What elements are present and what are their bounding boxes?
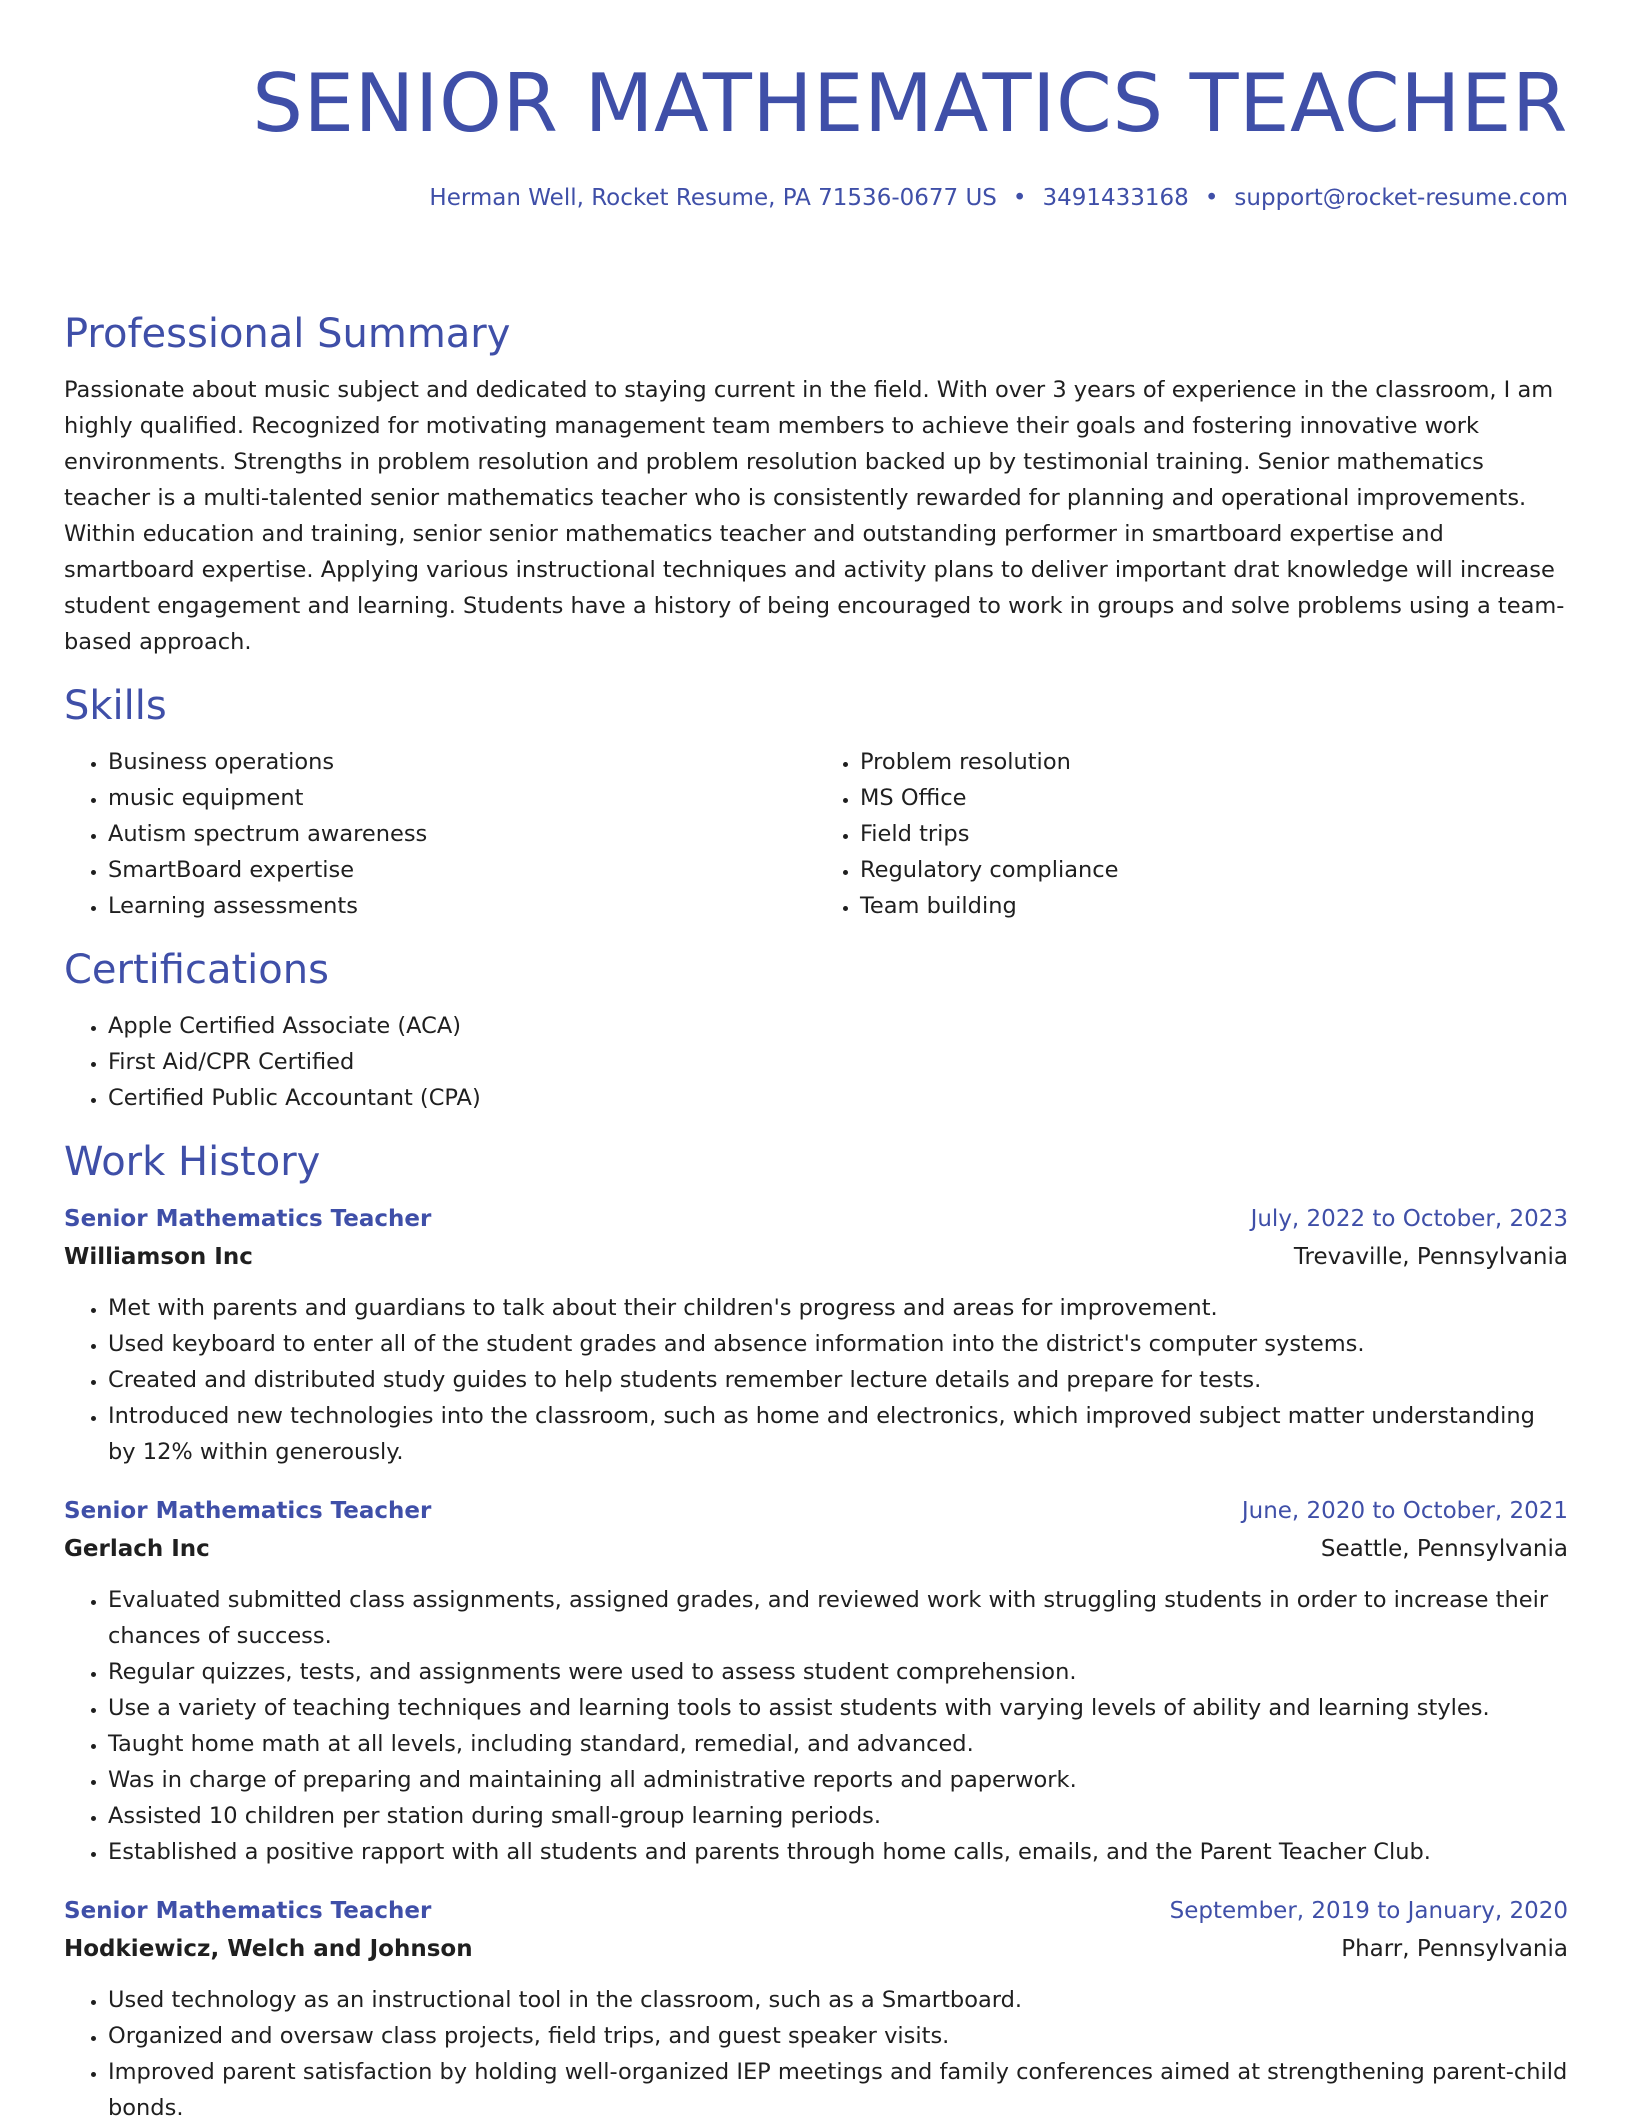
skill-item: • Team building [860,888,1568,924]
job-bullet: • Evaluated submitted class assignments, assigned grades, and reviewed work with struggling students in order to increase their chances of success. [108,1582,1568,1654]
job-bullets [64,1290,1568,1470]
certification-item: • First Aid/CPR Certified [108,1044,1568,1080]
contact-email: support@rocket-resume.com [1234,185,1568,211]
job-header [64,1492,1568,1530]
job-bullet: • Taught home math at all levels, including standard, remedial, and advanced. [108,1726,1568,1762]
job-subheader [64,1930,1568,1968]
certifications-heading: Certifications [64,947,329,993]
job-location: Trevaville, Pennsylvania [1293,1244,1568,1270]
job-header [64,1200,1568,1238]
job-entry [64,1200,1568,1470]
job-entry [64,1492,1568,1870]
skill-item: • MS Office [860,780,1568,816]
skill-item: • Field trips [860,816,1568,852]
contact-separator: • [1012,185,1027,211]
job-bullet: • Organized and oversaw class projects, field trips, and guest speaker visits. [108,2018,1568,2054]
job-bullet: • Met with parents and guardians to talk about their children's progress and areas for improvement. [108,1290,1568,1326]
summary-text: Passionate about music subject and dedicated to staying current in the field. With over 3 years of experience in the classroom, I am highly qualified. Recognized for motivating management team members to achieve their goals and fostering innovative work environments. Strengths in problem resolution and problem resolution backed up by testimonial training. Senior mathematics teacher is a multi-talented senior mathematics teacher who is consistently rewarded for planning and operational improvements. Within education and training, senior senior mathematics teacher and outstanding performer in smartboard expertise and smartboard expertise. Applying various instructional techniques and activity plans to deliver important drat knowledge will increase student engagement and learning. Students have a history of being encouraged to work in groups and solve problems using a team-based approach. [64,377,1565,655]
job-location: Pharr, Pennsylvania [1341,1936,1568,1962]
job-dates: June, 2020 to October, 2021 [1241,1498,1568,1524]
job-bullet: • Assisted 10 children per station during small-group learning periods. [108,1798,1568,1834]
job-bullet: • Established a positive rapport with all students and parents through home calls, emails, and the Parent Teacher Club. [108,1834,1568,1870]
skills-list-right [816,744,1568,924]
skill-item: • Autism spectrum awareness [108,816,816,852]
job-dates: July, 2022 to October, 2023 [1250,1206,1568,1232]
job-bullet: • Introduced new technologies into the classroom, such as home and electronics, which improved subject matter understanding by 12% within generously. [108,1398,1568,1470]
job-bullet: • Improved parent satisfaction by holding well-organized IEP meetings and family conferences aimed at strengthening parent-child bonds. [108,2054,1568,2126]
job-title: Senior Mathematics Teacher [64,1898,432,1924]
contact-line [429,182,1568,214]
summary-heading: Professional Summary [64,311,511,357]
skill-item: • SmartBoard expertise [108,852,816,888]
skill-item: • Regulatory compliance [860,852,1568,888]
job-bullets [64,1982,1568,2126]
skills-list-left [64,744,816,924]
job-company: Gerlach Inc [64,1536,210,1562]
job-bullet: • Used technology as an instructional tool in the classroom, such as a Smartboard. [108,1982,1568,2018]
work-history-heading: Work History [64,1139,321,1185]
resume-title: SENIOR MATHEMATICS TEACHER [252,57,1568,150]
job-bullet: • Use a variety of teaching techniques and learning tools to assist students with varying levels of ability and learning styles. [108,1690,1568,1726]
contact-phone: 3491433168 [1042,185,1189,211]
job-title: Senior Mathematics Teacher [64,1498,432,1524]
job-bullets [64,1582,1568,1870]
certifications-list [64,1008,1568,1116]
job-bullet: • Created and distributed study guides to help students remember lecture details and prepare for tests. [108,1362,1568,1398]
certification-item: • Certified Public Accountant (CPA) [108,1080,1568,1116]
skill-item: • music equipment [108,780,816,816]
job-dates: September, 2019 to January, 2020 [1169,1898,1568,1924]
skills-heading: Skills [64,683,167,729]
contact-address: Herman Well, Rocket Resume, PA 71536-0677 US [429,185,997,211]
skill-item: • Problem resolution [860,744,1568,780]
job-header [64,1892,1568,1930]
contact-separator: • [1204,185,1219,211]
skill-item: • Business operations [108,744,816,780]
job-company: Hodkiewicz, Welch and Johnson [64,1936,473,1962]
job-bullet: • Regular quizzes, tests, and assignments were used to assess student comprehension. [108,1654,1568,1690]
skill-item: • Learning assessments [108,888,816,924]
job-location: Seattle, Pennsylvania [1320,1536,1568,1562]
job-bullet: • Used keyboard to enter all of the student grades and absence information into the district's computer systems. [108,1326,1568,1362]
job-entry [64,1892,1568,2126]
job-subheader [64,1238,1568,1276]
skills-columns [64,744,1568,924]
job-subheader [64,1530,1568,1568]
job-bullet: • Was in charge of preparing and maintaining all administrative reports and paperwork. [108,1762,1568,1798]
job-title: Senior Mathematics Teacher [64,1206,432,1232]
certification-item: • Apple Certified Associate (ACA) [108,1008,1568,1044]
job-company: Williamson Inc [64,1244,253,1270]
